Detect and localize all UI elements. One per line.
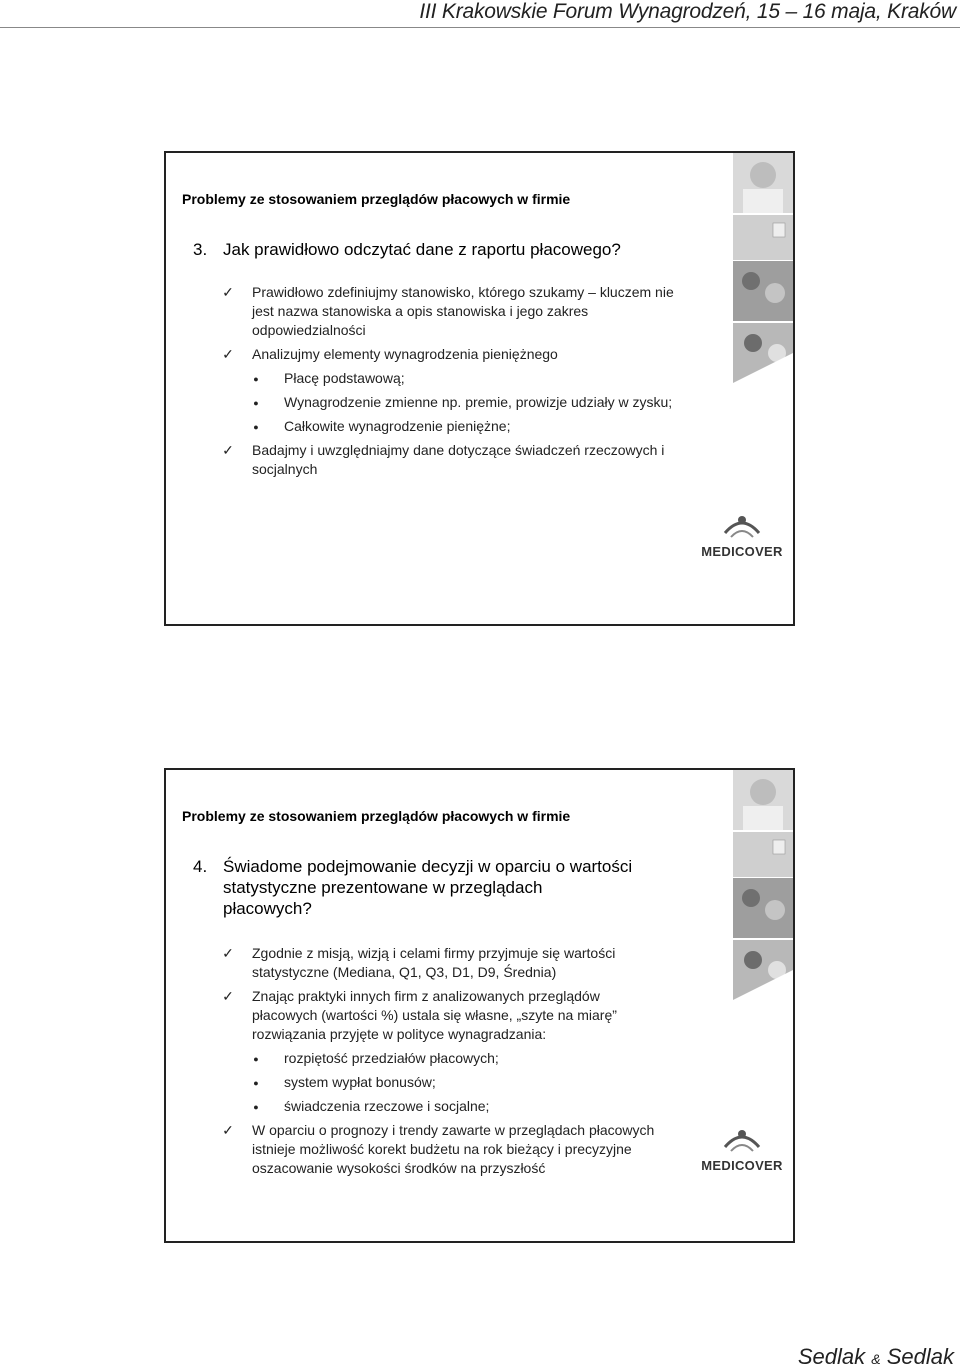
medical-photo-collage [733, 153, 793, 413]
medicover-emblem-icon [699, 1125, 785, 1157]
slide-title: Problemy ze stosowaniem przeglądów płacowych w firmie [182, 808, 571, 824]
medical-photo-collage [733, 770, 793, 1030]
list-item [218, 987, 658, 1044]
medicover-logo [699, 511, 785, 559]
list-item [218, 1049, 658, 1068]
list-item-text: Całkowite wynagrodzenie pieniężne; [284, 418, 511, 434]
page-header-title: III Krakowskie Forum Wynagrodzeń, 15 – 16 maja, Kraków [419, 0, 956, 23]
bullet-icon: ● [253, 374, 259, 384]
slide-item-list [218, 283, 688, 484]
list-item-text: Analizujmy elementy wynagrodzenia pieniężnego [252, 346, 558, 362]
checkmark-icon: ✓ [222, 284, 234, 300]
list-item [218, 1097, 658, 1116]
bullet-icon: ● [253, 1054, 259, 1064]
logo-wordmark: MEDICOVER [701, 544, 783, 559]
page-footer [798, 1344, 954, 1370]
footer-ampersand: & [871, 1351, 881, 1367]
footer-brand-left: Sedlak [797, 1344, 866, 1369]
list-item-text: Badajmy i uwzględniajmy dane dotyczące świadczeń rzeczowych i socjalnych [252, 442, 665, 477]
slide-3 [164, 151, 795, 626]
list-item [218, 1121, 658, 1178]
list-item-text: rozpiętość przedziałów płacowych; [284, 1050, 499, 1066]
list-item [218, 417, 688, 436]
header-divider [0, 27, 960, 28]
bullet-icon: ● [253, 422, 259, 432]
footer-brand-right: Sedlak [886, 1344, 954, 1369]
list-item-text: system wypłat bonusów; [284, 1074, 436, 1090]
bullet-icon: ● [253, 1102, 259, 1112]
question-text: Świadome podejmowanie decyzji w oparciu o wartości statystyczne prezentowane w przeglądach płacowych? [223, 857, 633, 918]
medicover-logo [699, 1125, 785, 1173]
list-item-text: Płacę podstawową; [284, 370, 405, 386]
bullet-icon: ● [253, 398, 259, 408]
question-number: 4. [193, 857, 208, 876]
list-item [218, 345, 688, 364]
slide-title: Problemy ze stosowaniem przeglądów płacowych w firmie [182, 191, 571, 207]
medicover-emblem-icon [699, 511, 785, 543]
checkmark-icon: ✓ [222, 1122, 234, 1138]
checkmark-icon: ✓ [222, 442, 234, 458]
logo-wordmark: MEDICOVER [701, 1158, 783, 1173]
list-item-text: Znając praktyki innych firm z analizowanych przeglądów płacowych (wartości %) ustala się własne, „szyte na miarę” rozwiązania przyjęte w polityce wynagradzania: [252, 988, 617, 1042]
checkmark-icon: ✓ [222, 988, 234, 1004]
checkmark-icon: ✓ [222, 945, 234, 961]
list-item [218, 944, 658, 982]
list-item [218, 441, 688, 479]
list-item-text: Prawidłowo zdefiniujmy stanowisko, którego szukamy – kluczem nie jest nazwa stanowiska a opis stanowiska i jego zakres odpowiedzialności [252, 284, 674, 338]
list-item-text: W oparciu o prognozy i trendy zawarte w przeglądach płacowych istnieje możliwość korekt budżetu na rok bieżący i precyzyjne oszacowanie wysokości środków na przyszłość [252, 1122, 655, 1176]
slide-4 [164, 768, 795, 1243]
list-item-text: świadczenia rzeczowe i socjalne; [284, 1098, 490, 1114]
list-item-text: Zgodnie z misją, wizją i celami firmy przyjmuje się wartości statystyczne (Mediana, Q1, Q3, D1, D9, Średnia) [252, 945, 616, 980]
question-number: 3. [193, 240, 208, 259]
bullet-icon: ● [253, 1078, 259, 1088]
slide-item-list [218, 944, 658, 1183]
list-item [218, 1073, 658, 1092]
list-item [218, 369, 688, 388]
question-text: Jak prawidłowo odczytać dane z raportu płacowego? [223, 240, 621, 259]
list-item [218, 283, 688, 340]
checkmark-icon: ✓ [222, 346, 234, 362]
list-item-text: Wynagrodzenie zmienne np. premie, prowizje udziały w zysku; [284, 394, 673, 410]
list-item [218, 393, 688, 412]
